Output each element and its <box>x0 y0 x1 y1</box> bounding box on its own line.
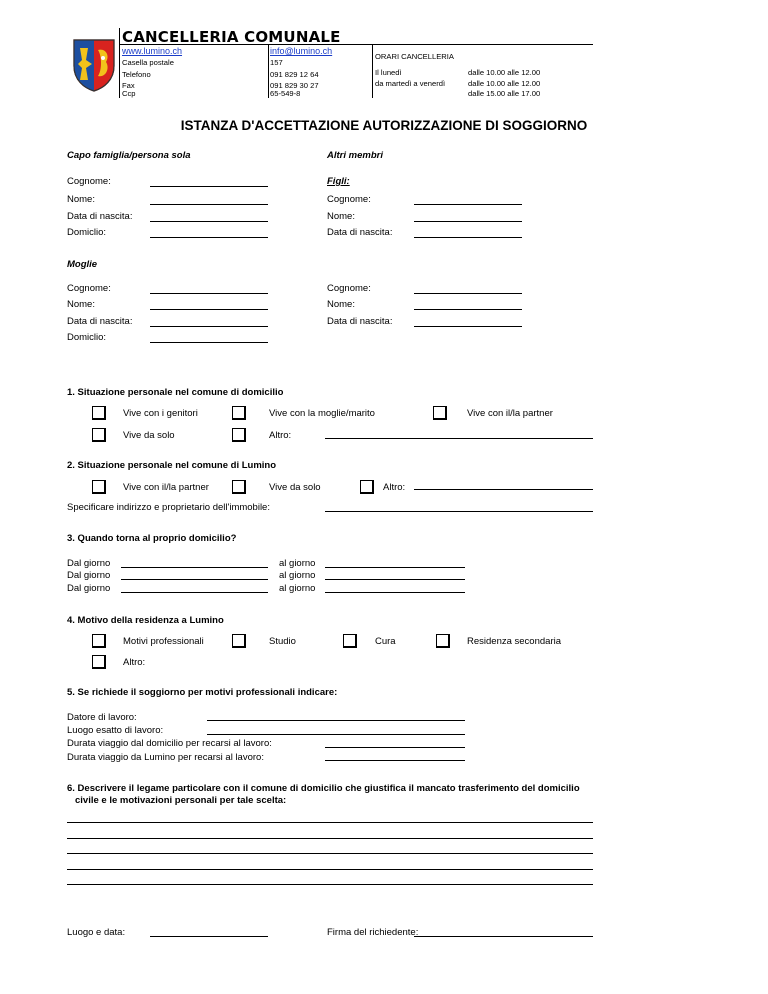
s2-other-field[interactable] <box>414 489 593 490</box>
head-domicile-field[interactable] <box>150 237 268 238</box>
s3-to-field-2[interactable] <box>325 579 465 580</box>
child-surname-field[interactable] <box>414 204 522 205</box>
website-link[interactable]: www.lumino.ch <box>122 46 183 56</box>
section-4-title: 4. Motivo della residenza a Lumino <box>67 615 224 626</box>
s4-study-label: Studio <box>269 636 296 647</box>
form-title: ISTANZA D'ACCETTAZIONE AUTORIZZAZIONE DI SOGGIORNO <box>180 118 588 133</box>
s2-partner-checkbox[interactable] <box>92 480 106 494</box>
s1-other-field[interactable] <box>325 438 593 439</box>
s3-from-label-1: Dal giorno <box>67 558 111 569</box>
s5-travel-home-label: Durata viaggio dal domicilio per recarsi al lavoro: <box>67 738 272 749</box>
s3-to-field-3[interactable] <box>325 592 465 593</box>
s6-answer-line-4[interactable] <box>67 869 593 870</box>
s6-answer-line-5[interactable] <box>67 884 593 885</box>
child-name-label: Nome: <box>327 211 355 222</box>
child-surname-label: Cognome: <box>327 194 371 205</box>
s2-partner-label: Vive con il/la partner <box>123 482 209 493</box>
section-6-title-line2: civile e le motivazioni personali per tale scelta: <box>75 795 287 806</box>
s1-parents-checkbox[interactable] <box>92 406 106 420</box>
s3-from-field-3[interactable] <box>121 592 268 593</box>
s1-spouse-checkbox[interactable] <box>232 406 246 420</box>
s3-from-label-3: Dal giorno <box>67 583 111 594</box>
s5-travel-lumino-field[interactable] <box>325 760 465 761</box>
head-name-field[interactable] <box>150 204 268 205</box>
s5-workplace-label: Luogo esatto di lavoro: <box>67 725 164 736</box>
s3-from-field-2[interactable] <box>121 579 268 580</box>
hours-day-2: da martedì a venerdì <box>375 79 446 88</box>
s6-answer-line-2[interactable] <box>67 838 593 839</box>
municipal-crest <box>72 38 116 92</box>
fax-value: 091 829 30 27 <box>270 81 319 90</box>
wife-surname-label: Cognome: <box>67 283 111 294</box>
head-name-label: Nome: <box>67 194 95 205</box>
s5-workplace-field[interactable] <box>207 734 465 735</box>
s4-secondary-label: Residenza secondaria <box>467 636 562 647</box>
child2-birthdate-field[interactable] <box>414 326 522 327</box>
head-birthdate-field[interactable] <box>150 221 268 222</box>
other-members-heading: Altri membri <box>327 150 383 161</box>
s4-care-label: Cura <box>375 636 396 647</box>
s6-answer-line-3[interactable] <box>67 853 593 854</box>
s3-to-field-1[interactable] <box>325 567 465 568</box>
s1-other-checkbox[interactable] <box>232 428 246 442</box>
head-birthdate-label: Data di nascita: <box>67 211 133 222</box>
child2-name-label: Nome: <box>327 299 355 310</box>
place-date-label: Luogo e data: <box>67 927 126 938</box>
s4-care-checkbox[interactable] <box>343 634 357 648</box>
hours-time-1: dalle 10.00 alle 12.00 <box>468 68 541 77</box>
section-6-title-line1: 6. Descrivere il legame particolare con il comune di domicilio che giustifica il mancato trasferimento del domicilio <box>67 783 580 794</box>
hours-time-3: dalle 15.00 alle 17.00 <box>468 89 541 98</box>
s1-spouse-label: Vive con la moglie/marito <box>269 408 375 419</box>
s4-professional-checkbox[interactable] <box>92 634 106 648</box>
s2-alone-checkbox[interactable] <box>232 480 246 494</box>
s3-from-label-2: Dal giorno <box>67 570 111 581</box>
child2-name-field[interactable] <box>414 309 522 310</box>
children-heading: Figli: <box>327 176 350 187</box>
hours-day-1: Il lunedì <box>375 68 402 77</box>
child2-surname-label: Cognome: <box>327 283 371 294</box>
wife-surname-field[interactable] <box>150 293 268 294</box>
office-title: CANCELLERIA COMUNALE <box>122 28 341 46</box>
s2-specify-label: Specificare indirizzo e proprietario dell'immobile: <box>67 502 270 513</box>
s2-other-checkbox[interactable] <box>360 480 374 494</box>
s5-employer-label: Datore di lavoro: <box>67 712 137 723</box>
wife-domicile-label: Domiclio: <box>67 332 107 343</box>
hours-time-2: dalle 10.00 alle 12.00 <box>468 79 541 88</box>
s1-alone-checkbox[interactable] <box>92 428 106 442</box>
phone-value: 091 829 12 64 <box>270 70 319 79</box>
signature-field[interactable] <box>414 936 593 937</box>
section-2-title: 2. Situazione personale nel comune di Lumino <box>67 460 277 471</box>
wife-birthdate-field[interactable] <box>150 326 268 327</box>
child-name-field[interactable] <box>414 221 522 222</box>
s2-specify-field[interactable] <box>325 511 593 512</box>
s4-study-checkbox[interactable] <box>232 634 246 648</box>
s5-travel-home-field[interactable] <box>325 747 465 748</box>
s4-other-label: Altro: <box>123 657 146 668</box>
s2-other-label: Altro: <box>383 482 406 493</box>
head-surname-label: Cognome: <box>67 176 111 187</box>
s1-partner-checkbox[interactable] <box>433 406 447 420</box>
s6-answer-line-1[interactable] <box>67 822 593 823</box>
s3-to-label-2: al giorno <box>279 570 316 581</box>
s4-professional-label: Motivi professionali <box>123 636 204 647</box>
s1-parents-label: Vive con i genitori <box>123 408 198 419</box>
head-domicile-label: Domiclio: <box>67 227 107 238</box>
wife-name-field[interactable] <box>150 309 268 310</box>
wife-domicile-field[interactable] <box>150 342 268 343</box>
section-3-title: 3. Quando torna al proprio domicilio? <box>67 533 237 544</box>
child2-surname-field[interactable] <box>414 293 522 294</box>
signature-label: Firma del richiedente: <box>327 927 419 938</box>
fax-label: Fax <box>122 81 135 90</box>
head-of-family-heading: Capo famiglia/persona sola <box>67 150 191 161</box>
s1-alone-label: Vive da solo <box>123 430 175 441</box>
head-surname-field[interactable] <box>150 186 268 187</box>
child-birthdate-field[interactable] <box>414 237 522 238</box>
child-birthdate-label: Data di nascita: <box>327 227 393 238</box>
s3-to-label-1: al giorno <box>279 558 316 569</box>
ccp-value: 65-549-8 <box>270 89 301 98</box>
s5-travel-lumino-label: Durata viaggio da Lumino per recarsi al lavoro: <box>67 752 264 763</box>
place-date-field[interactable] <box>150 936 268 937</box>
hours-title: ORARI CANCELLERIA <box>375 52 454 61</box>
wife-heading: Moglie <box>67 259 98 270</box>
s1-partner-label: Vive con il/la partner <box>467 408 553 419</box>
ccp-label: Ccp <box>122 89 136 98</box>
s3-to-label-3: al giorno <box>279 583 316 594</box>
s5-employer-field[interactable] <box>207 720 465 721</box>
section-1-title: 1. Situazione personale nel comune di domicilio <box>67 387 284 398</box>
section-5-title: 5. Se richiede il soggiorno per motivi professionali indicare: <box>67 687 338 698</box>
phone-label: Telefono <box>122 70 151 79</box>
s1-other-label: Altro: <box>269 430 292 441</box>
child2-birthdate-label: Data di nascita: <box>327 316 393 327</box>
wife-birthdate-label: Data di nascita: <box>67 316 133 327</box>
po-box-value: 157 <box>270 58 283 67</box>
email-link[interactable]: info@lumino.ch <box>270 46 333 56</box>
po-box-label: Casella postale <box>122 58 174 67</box>
wife-name-label: Nome: <box>67 299 95 310</box>
s4-other-checkbox[interactable] <box>92 655 106 669</box>
s4-secondary-checkbox[interactable] <box>436 634 450 648</box>
s3-from-field-1[interactable] <box>121 567 268 568</box>
s2-alone-label: Vive da solo <box>269 482 321 493</box>
